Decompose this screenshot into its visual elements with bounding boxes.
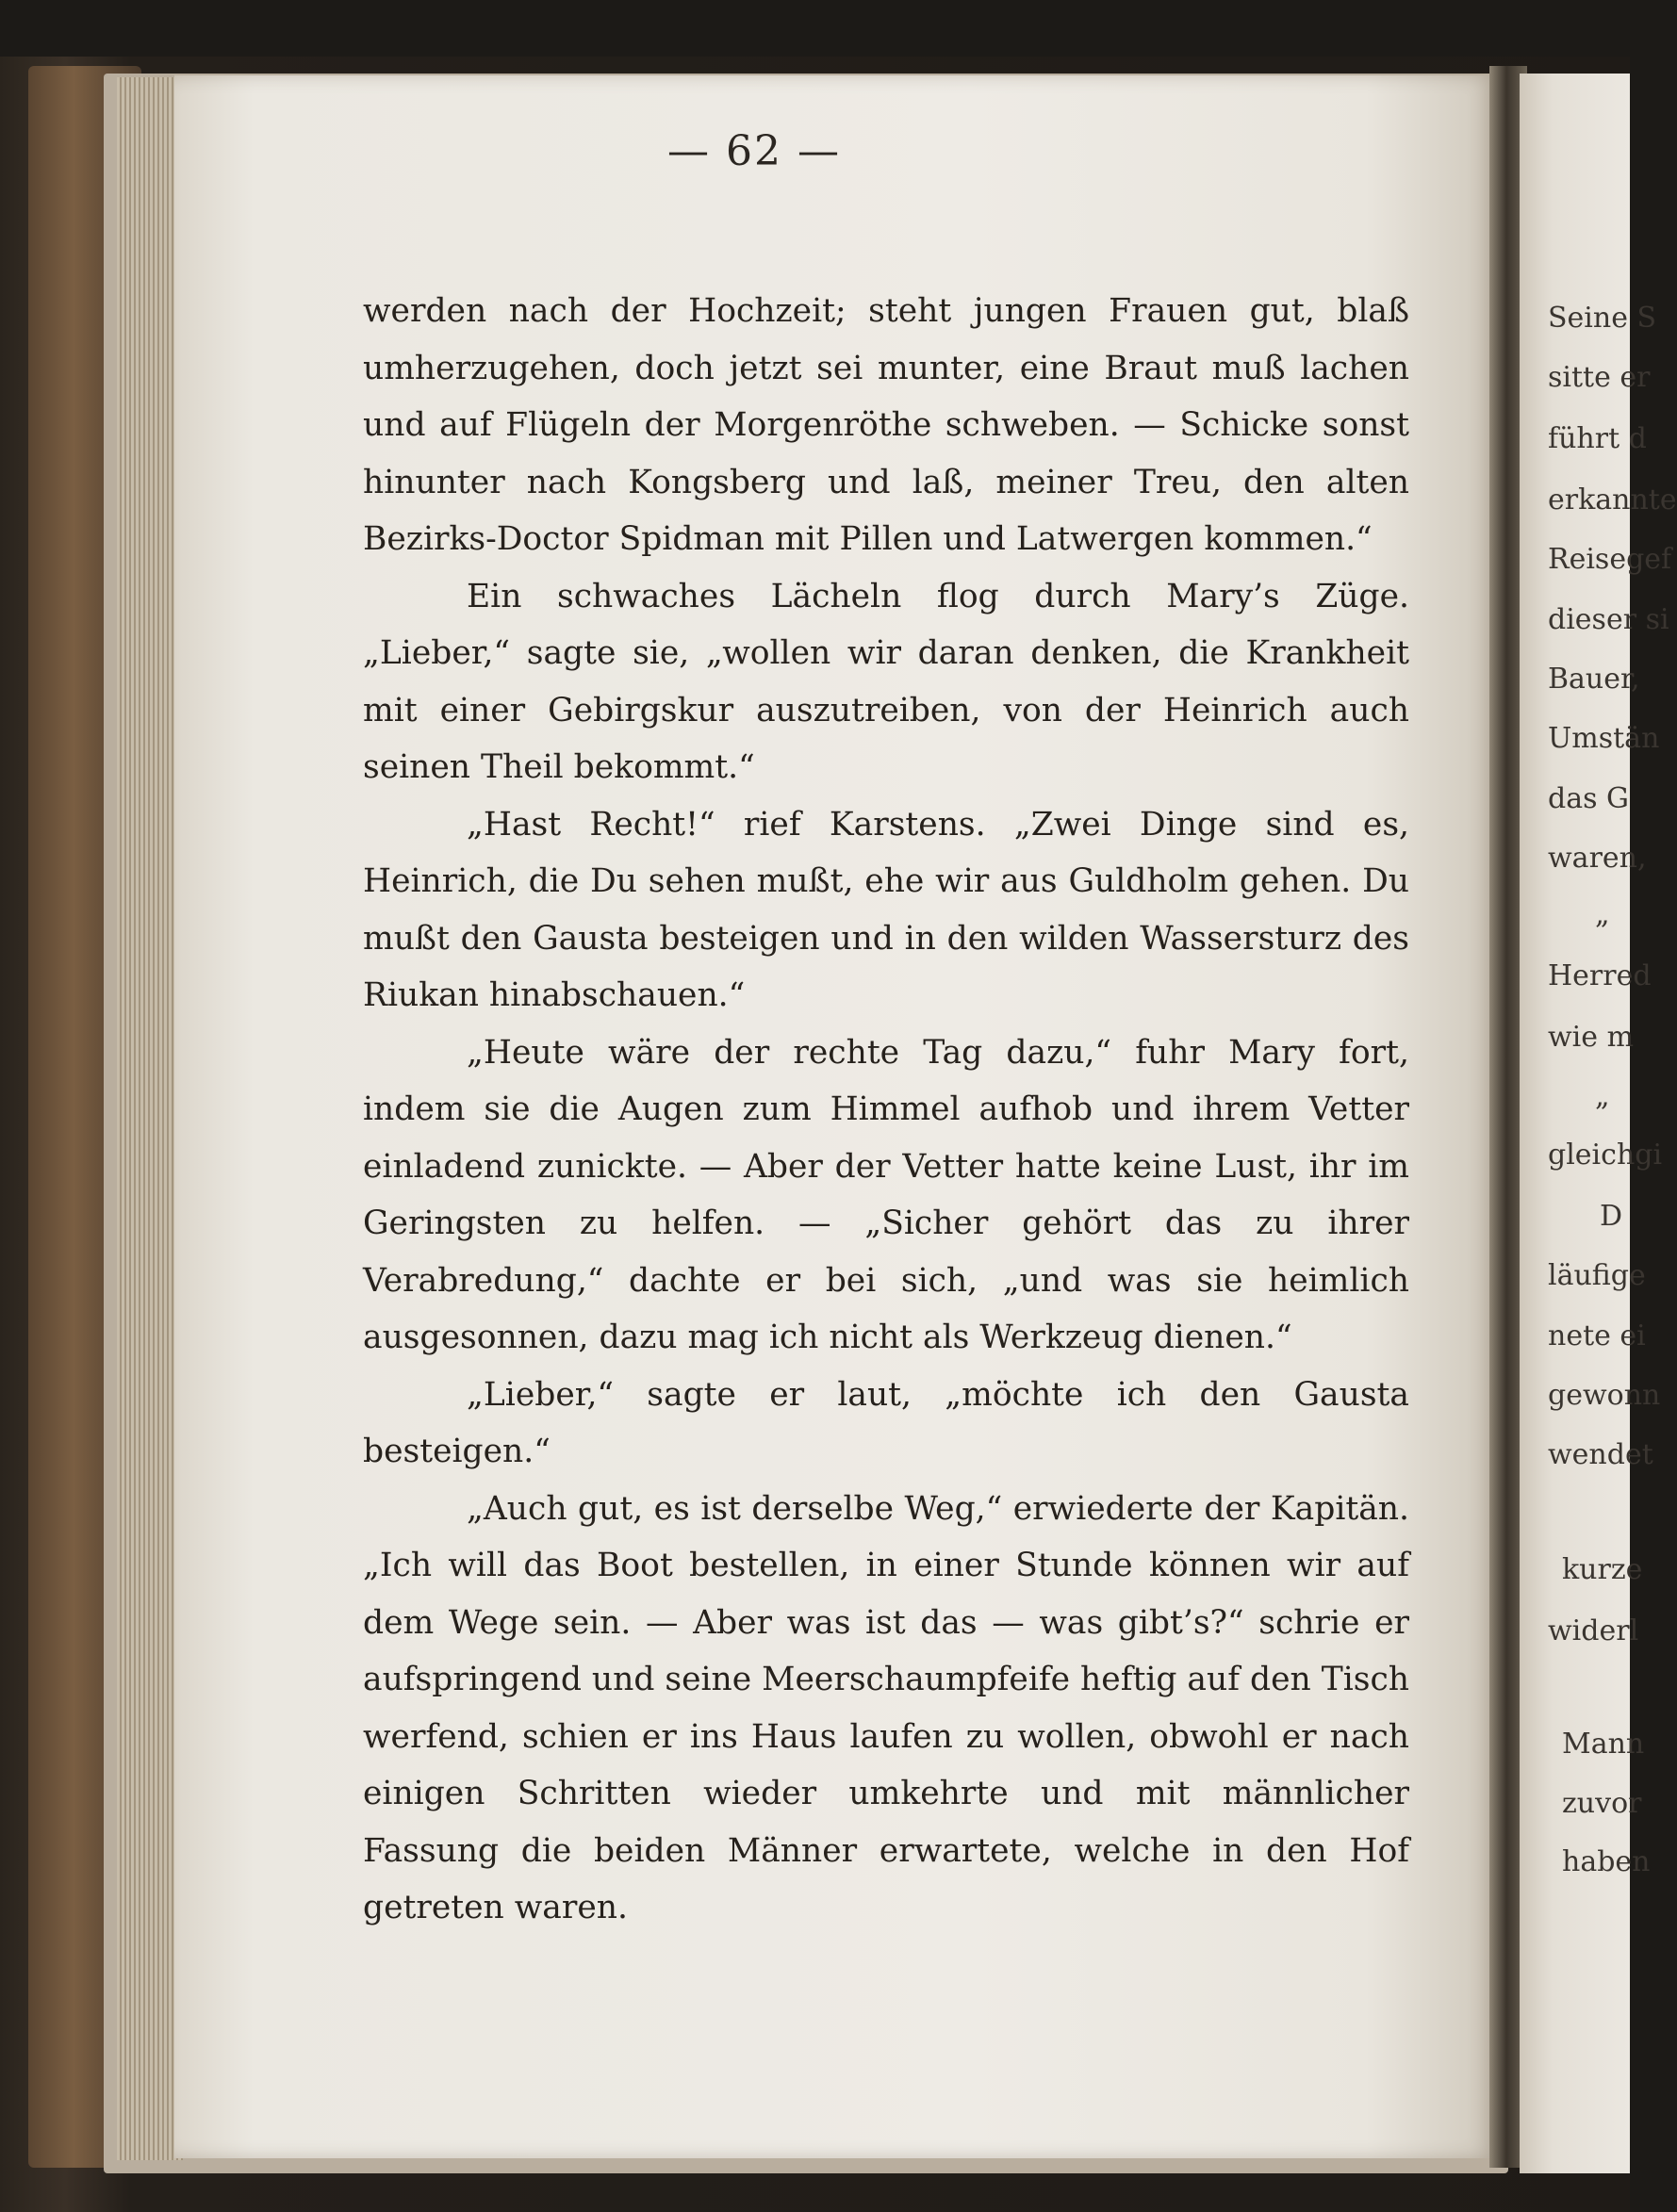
paragraph: werden nach der Hochzeit; steht jungen Frauen gut, blaß umherzugehen, doch jetzt sei munter, eine Braut muß lachen und auf Flügeln der Morgenröthe schweben. — Schicke sonst hinunter nach Kongsberg und laß, meiner Treu, den alten Bezirks-Doctor Spidman mit Pillen und Latwergen kommen.“ [363, 292, 1409, 558]
paragraph: Ein schwaches Lächeln flog durch Mary’s Züge. „Lieber,“ sagte sie, „wollen wir daran denken, die Krankheit mit einer Gebirgskur auszutreiben, von der Heinrich auch seinen Theil bekommt.“ [363, 577, 1409, 786]
facing-page-fragment: das G [1548, 782, 1629, 815]
facing-page-fragment: Umstän [1548, 722, 1660, 755]
facing-page-fragment: Bauer, [1548, 663, 1640, 696]
page-body-text [363, 283, 1409, 1937]
facing-page-fragment: wendet [1548, 1438, 1653, 1471]
facing-page [1520, 74, 1677, 2173]
facing-page-fragment: Reisegef [1548, 543, 1672, 576]
facing-page-fragment: widerl [1548, 1614, 1639, 1647]
page-number: — 62 — [667, 127, 841, 175]
facing-page-fragment: „ [1595, 1080, 1610, 1113]
facing-page-fragment: „ [1595, 898, 1610, 931]
facing-page-fragment: kurze [1562, 1553, 1643, 1586]
facing-page-fragment: Herred [1548, 959, 1652, 992]
paragraph: „Auch gut, es ist derselbe Weg,“ erwiederte der Kapitän. „Ich will das Boot bestellen, in einer Stunde können wir auf dem Wege sein. — Aber was ist das — was gibt’s?“ schrie er aufspringend und seine Meerschaumpfeife heftig auf den Tisch werfend, schien er ins Haus laufen zu wollen, obwohl er nach einigen Schritten wieder umkehrte und mit männlicher Fassung die beiden Männer erwartete, welche in den Hof getreten waren. [363, 1489, 1409, 1926]
facing-page-fragment: D [1600, 1200, 1623, 1233]
facing-page-fragment: sitte er [1548, 361, 1651, 394]
facing-page-fragment: führt d [1548, 422, 1647, 455]
facing-page-fragment: läufige [1548, 1259, 1646, 1292]
facing-page-fragment: waren, [1548, 842, 1647, 875]
facing-page-fragment: Seine S [1548, 302, 1657, 335]
facing-page-fragment: Mann [1562, 1728, 1645, 1761]
facing-page-fragment: dieser si [1548, 603, 1669, 636]
facing-page-fragment: zuvor [1562, 1787, 1642, 1820]
paragraph: „Lieber,“ sagte er laut, „möchte ich den Gausta besteigen.“ [363, 1375, 1409, 1470]
facing-page-fragment: erkannte [1548, 483, 1677, 516]
facing-page-fragment: haben [1562, 1845, 1651, 1878]
facing-page-fragment: wie m [1548, 1021, 1635, 1054]
page-edges [117, 77, 183, 2160]
facing-page-fragment: gewonn [1548, 1379, 1661, 1412]
facing-page-fragment: nete ei [1548, 1319, 1646, 1352]
paragraph: „Heute wäre der rechte Tag dazu,“ fuhr Mary fort, indem sie die Augen zum Himmel aufhob und ihrem Vetter einladend zunickte. — Aber der Vetter hatte keine Lust, ihr im Geringsten zu helfen. — „Sicher gehört das zu ihrer Verabredung,“ dachte er bei sich, „und was sie heimlich ausgesonnen, dazu mag ich nicht als Werkzeug dienen.“ [363, 1033, 1409, 1356]
facing-page-fragment: gleichgi [1548, 1139, 1663, 1172]
paragraph: „Hast Recht!“ rief Karstens. „Zwei Dinge sind es, Heinrich, die Du sehen mußt, ehe wir aus Guldholm gehen. Du mußt den Gausta besteigen und in den wilden Wassersturz des Riukan hinabschauen.“ [363, 805, 1409, 1014]
